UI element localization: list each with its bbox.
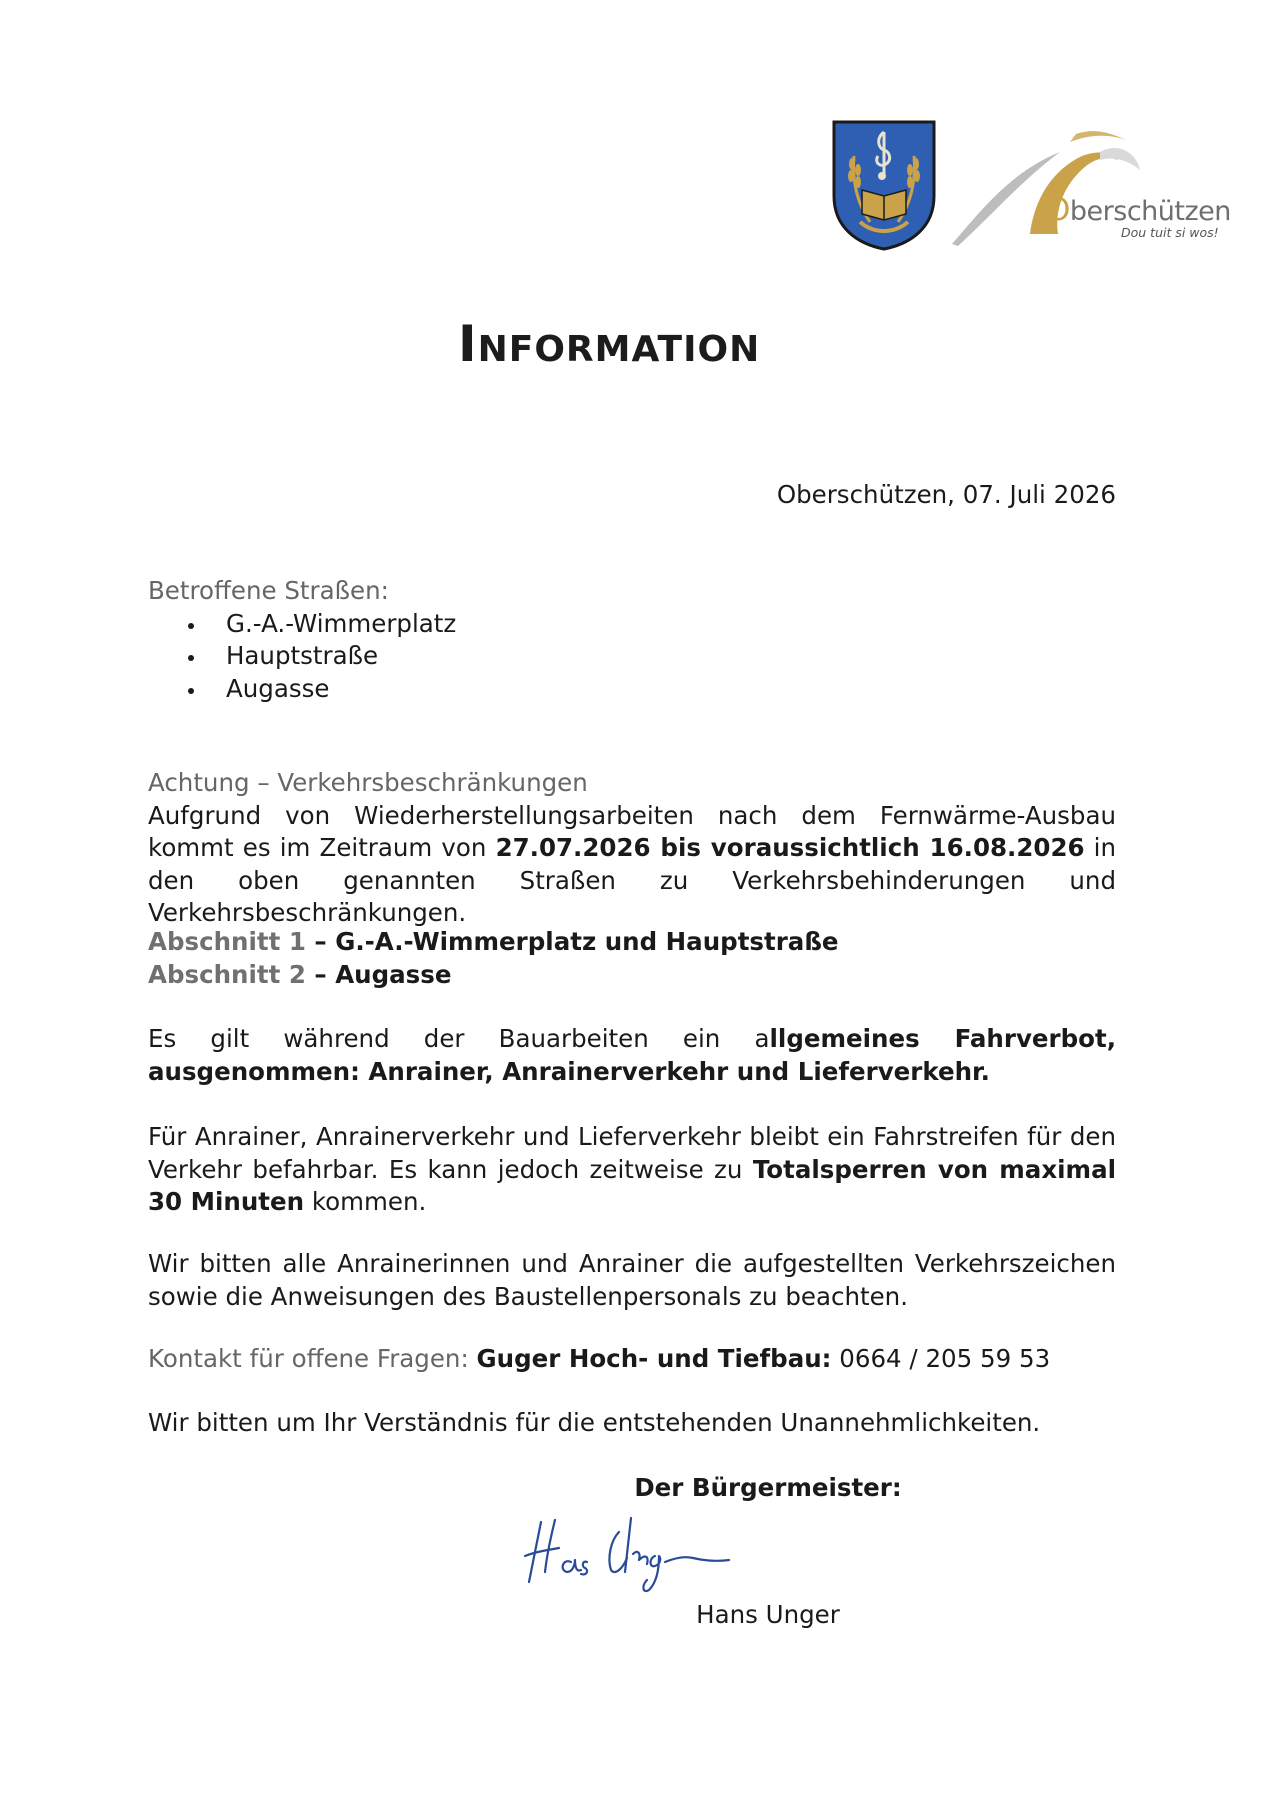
mayor-title: Der Bürgermeister: (634, 1473, 902, 1502)
contact-phone: 0664 / 205 59 53 (839, 1344, 1051, 1373)
brand-wordmark-rest: berschützen (1069, 196, 1231, 227)
construction-sections (148, 926, 1116, 991)
affected-streets-section (148, 575, 1116, 705)
brand-wordmark-initial: O (1046, 192, 1070, 228)
section-value: Augasse (335, 959, 452, 989)
lane-text-part-2: kommen. (304, 1187, 427, 1216)
date-line: Oberschützen, 07. Juli 2026 (776, 480, 1116, 509)
lane-text-part-1: Für Anrainer, Anrainerverkehr und Lieferverkehr bleibt ein Fahrstreifen für den Verkehr befahrbar. Es kann jedoch zeitweise zu (148, 1122, 1116, 1184)
page-title (458, 315, 761, 376)
list-item: G.-A.-Wimmerplatz (188, 608, 1116, 641)
section-line-1 (148, 926, 1116, 959)
street-list (148, 608, 1116, 706)
traffic-warning-section (148, 767, 1116, 930)
list-item: Hauptstraße (188, 640, 1116, 673)
warning-text-part-2: in den oben genannten Straßen zu Verkehrsbehinderungen und Verkehrsbeschränkungen. (148, 833, 1117, 927)
ban-text: Es gilt während der Bauarbeiten ein a (148, 1024, 770, 1053)
lane-paragraph (148, 1121, 1116, 1219)
section-dash: – (305, 959, 336, 989)
contact-label: Kontakt für offene Fragen: (148, 1344, 469, 1373)
driving-ban-paragraph (148, 1023, 1116, 1088)
warning-text-part-1: Aufgrund von Wiederherstellungsarbeiten nach dem Fernwärme-Ausbau kommt es im Zeitraum von (148, 800, 1116, 862)
section-label: Abschnitt 2 (148, 959, 306, 989)
request-paragraph: Wir bitten alle Anrainerinnen und Anrainer die aufgestellten Verkehrszeichen sowie die Anweisungen des Baustellenpersonals zu beachten. (148, 1249, 1116, 1311)
thanks-line: Wir bitten um Ihr Verständnis für die entstehenden Unannehmlichkeiten. (148, 1408, 1041, 1437)
traffic-warning-text (148, 800, 1116, 930)
lane-bold-text: Totalsperren von maximal 30 Minuten (148, 1154, 1116, 1216)
affected-streets-heading: Betroffene Straßen: (148, 576, 389, 605)
brand-tagline: Dou tuit si wos! (1121, 225, 1219, 240)
municipal-crest-logo (830, 118, 938, 252)
contact-company: Guger Hoch- und Tiefbau: (476, 1344, 832, 1373)
handwritten-signature (515, 1510, 765, 1600)
brand-wordmark (1046, 192, 1231, 228)
page-title-initial: I (458, 315, 478, 373)
ban-bold-text: llgemeines Fahrverbot, ausgenommen: Anrainer, Anrainerverkehr und Lieferverkehr. (148, 1024, 1116, 1086)
section-value: G.-A.-Wimmerplatz und Hauptstraße (335, 927, 839, 956)
traffic-warning-heading: Achtung – Verkehrsbeschränkungen (148, 768, 588, 797)
mayor-name: Hans Unger (696, 1600, 840, 1629)
section-line-2 (148, 959, 1116, 992)
warning-period: 27.07.2026 bis voraussichtlich 16.08.2026 (495, 833, 1085, 862)
section-dash: – (305, 927, 336, 956)
section-label: Abschnitt 1 (148, 927, 306, 956)
page-title-rest: NFORMATION (477, 329, 761, 370)
list-item: Augasse (188, 673, 1116, 706)
contact-line (148, 1343, 1116, 1376)
